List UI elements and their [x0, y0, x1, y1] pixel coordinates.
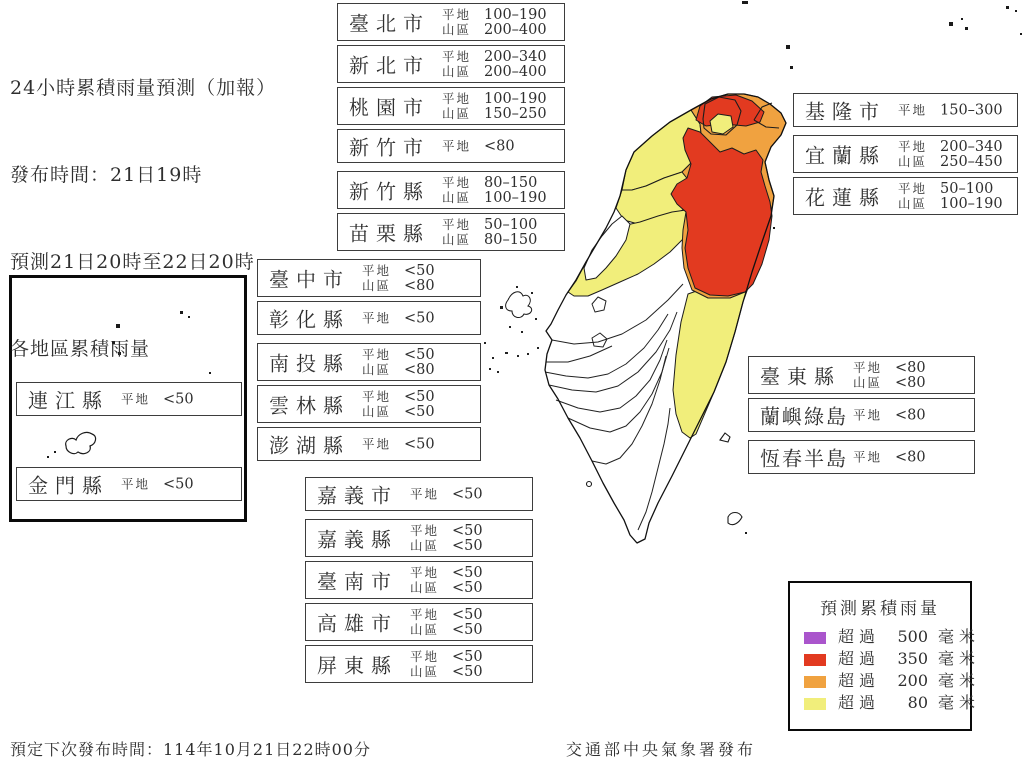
county-box	[257, 385, 481, 423]
county-box	[793, 135, 1018, 173]
county-values	[362, 310, 435, 327]
terrain-label: 平地	[410, 607, 440, 622]
rain-range: 100–190	[484, 190, 547, 206]
county-values	[442, 138, 515, 155]
county-box	[337, 171, 565, 209]
county-values	[410, 523, 483, 553]
legend-unit: 毫米	[938, 671, 981, 690]
terrain-label: 山區	[442, 22, 472, 37]
value-row	[442, 22, 547, 37]
rain-range: <80	[895, 375, 926, 391]
county-box	[748, 440, 975, 474]
county-values	[853, 449, 926, 466]
county-values	[442, 49, 547, 79]
county-box	[257, 259, 481, 297]
terrain-label: 平地	[410, 523, 440, 538]
county-box	[305, 519, 533, 557]
value-row	[410, 565, 483, 580]
rain-range: <50	[163, 391, 194, 408]
county-values	[442, 91, 547, 121]
county-name: 宜蘭縣	[805, 143, 886, 168]
terrain-label: 山區	[362, 404, 392, 419]
county-values	[121, 476, 194, 493]
terrain-label: 山區	[853, 375, 883, 390]
legend-unit: 毫米	[938, 627, 981, 646]
map-region-hualien	[673, 286, 748, 438]
value-row	[362, 310, 435, 327]
value-row	[853, 375, 926, 390]
value-row	[362, 436, 435, 453]
county-name: 臺中市	[269, 267, 350, 292]
legend-swatch-over80	[804, 698, 826, 710]
terrain-label: 山區	[442, 190, 472, 205]
county-name: 花蓮縣	[805, 185, 886, 210]
value-row	[442, 190, 547, 205]
terrain-label: 平地	[853, 449, 883, 465]
county-values	[410, 565, 483, 595]
county-values	[442, 7, 547, 37]
issue-time: 發布時間：21日19時	[10, 164, 203, 186]
county-name: 臺北市	[349, 11, 430, 36]
legend-swatch-over500	[804, 632, 826, 644]
county-values	[121, 391, 194, 408]
county-name: 恆春半島	[760, 446, 848, 471]
county-name: 新竹市	[349, 135, 430, 160]
value-row	[410, 664, 483, 679]
county-name: 蘭嶼綠島	[760, 404, 848, 429]
rain-range: <80	[484, 138, 515, 155]
legend-threshold: 500	[897, 627, 929, 646]
terrain-label: 平地	[410, 565, 440, 580]
terrain-label: 山區	[442, 232, 472, 247]
legend	[788, 581, 981, 731]
legend-unit: 毫米	[938, 693, 981, 712]
rain-range: <50	[452, 580, 483, 596]
legend-prefix: 超過	[838, 671, 881, 690]
rain-range: <80	[895, 360, 926, 376]
rain-range: <50	[404, 347, 435, 363]
rain-range: <80	[895, 407, 926, 424]
rain-range: <50	[404, 389, 435, 405]
county-name: 南投縣	[269, 351, 350, 376]
rain-range: <50	[452, 622, 483, 638]
legend-threshold: 200	[897, 671, 929, 690]
terrain-label: 平地	[898, 139, 928, 154]
county-name: 彰化縣	[269, 307, 350, 332]
county-box	[748, 398, 975, 432]
county-box	[305, 477, 533, 511]
rain-range: <50	[452, 523, 483, 539]
county-name: 臺東縣	[760, 364, 841, 389]
county-name: 新竹縣	[349, 179, 430, 204]
county-name: 臺南市	[317, 569, 398, 594]
legend-threshold: 350	[897, 649, 929, 668]
county-box	[337, 129, 565, 163]
county-values	[362, 389, 435, 419]
value-row	[442, 64, 547, 79]
rain-range: 80–150	[484, 175, 538, 191]
county-name: 高雄市	[317, 611, 398, 636]
value-row	[853, 407, 926, 424]
legend-prefix: 超過	[838, 693, 881, 712]
legend-row	[790, 626, 981, 648]
terrain-label: 平地	[121, 476, 151, 492]
county-name: 嘉義縣	[317, 527, 398, 552]
rain-range: <50	[452, 649, 483, 665]
county-name: 金門縣	[28, 473, 109, 498]
value-row	[442, 175, 547, 190]
terrain-label: 平地	[362, 436, 392, 452]
terrain-label: 山區	[362, 362, 392, 377]
county-values	[410, 607, 483, 637]
value-row	[362, 389, 435, 404]
county-box	[16, 467, 242, 501]
terrain-label: 平地	[442, 138, 472, 154]
county-values	[410, 649, 483, 679]
rain-range: <50	[452, 486, 483, 503]
value-row	[410, 580, 483, 595]
value-row	[121, 391, 194, 408]
value-row	[898, 139, 1003, 154]
value-row	[853, 360, 926, 375]
county-values	[898, 139, 1003, 169]
value-row	[442, 91, 547, 106]
legend-rows	[790, 626, 981, 714]
value-row	[410, 649, 483, 664]
title-block	[10, 16, 276, 393]
county-values	[362, 263, 435, 293]
value-row	[410, 607, 483, 622]
legend-title: 預測累積雨量	[820, 599, 940, 619]
rain-range: 50–100	[484, 217, 538, 233]
rain-range: 200–400	[484, 64, 547, 80]
value-row	[442, 232, 537, 247]
county-values	[853, 407, 926, 424]
value-row	[442, 217, 537, 232]
terrain-label: 平地	[853, 360, 883, 375]
rain-range: <50	[452, 538, 483, 554]
rain-range: <50	[404, 404, 435, 420]
value-row	[410, 622, 483, 637]
county-box	[337, 3, 565, 41]
county-box	[337, 87, 565, 125]
rain-range: 200–340	[940, 139, 1003, 155]
county-box	[257, 427, 481, 461]
value-row	[898, 181, 1003, 196]
rain-range: <80	[404, 362, 435, 378]
legend-row	[790, 670, 981, 692]
county-values	[362, 436, 435, 453]
county-box	[748, 356, 975, 394]
group-midwest-counties	[257, 259, 481, 469]
rain-range: <50	[163, 476, 194, 493]
county-values	[410, 486, 483, 503]
value-row	[362, 278, 435, 293]
county-box	[257, 343, 481, 381]
value-row	[898, 196, 1003, 211]
orchid-island	[728, 513, 742, 525]
county-values	[442, 217, 537, 247]
legend-swatch-over200	[804, 676, 826, 688]
terrain-label: 平地	[442, 49, 472, 64]
group-northeast-counties	[793, 93, 1018, 219]
issuer: 交通部中央氣象署發布	[566, 740, 757, 759]
county-values	[362, 347, 435, 377]
group-southeast-counties	[748, 356, 975, 482]
green-island	[720, 433, 730, 442]
county-box	[337, 45, 565, 83]
rain-range: 150–250	[484, 106, 547, 122]
rain-range: <50	[452, 565, 483, 581]
county-name: 桃園市	[349, 95, 430, 120]
terrain-label: 山區	[898, 196, 928, 211]
terrain-label: 平地	[362, 389, 392, 404]
terrain-label: 平地	[362, 310, 392, 326]
rain-range: 100–190	[484, 7, 547, 23]
county-name: 澎湖縣	[269, 433, 350, 458]
value-row	[898, 154, 1003, 169]
terrain-label: 平地	[362, 347, 392, 362]
county-box	[337, 213, 565, 251]
county-name: 新北市	[349, 53, 430, 78]
rain-range: <50	[404, 310, 435, 327]
terrain-label: 山區	[410, 622, 440, 637]
terrain-label: 平地	[442, 91, 472, 106]
rain-range: <80	[895, 449, 926, 466]
county-name: 苗栗縣	[349, 221, 430, 246]
rain-range: <50	[404, 436, 435, 453]
terrain-label: 平地	[898, 102, 928, 118]
rain-range: 200–400	[484, 22, 547, 38]
county-values	[853, 360, 926, 390]
value-row	[442, 106, 547, 121]
value-row	[410, 523, 483, 538]
group-south-counties	[305, 477, 533, 687]
county-name: 雲林縣	[269, 393, 350, 418]
terrain-label: 山區	[410, 664, 440, 679]
value-row	[362, 347, 435, 362]
legend-row	[790, 692, 981, 714]
rain-range: 100–190	[940, 196, 1003, 212]
terrain-label: 山區	[410, 538, 440, 553]
terrain-label: 山區	[898, 154, 928, 169]
rain-range: 100–190	[484, 91, 547, 107]
terrain-label: 平地	[410, 649, 440, 664]
legend-row	[790, 648, 981, 670]
legend-swatch-over350	[804, 654, 826, 666]
value-row	[410, 538, 483, 553]
terrain-label: 平地	[442, 175, 472, 190]
terrain-label: 山區	[442, 64, 472, 79]
county-name: 嘉義市	[317, 483, 398, 508]
penghu-islands	[506, 292, 532, 318]
group-north-counties	[337, 3, 565, 255]
terrain-label: 平地	[442, 217, 472, 232]
value-row	[362, 263, 435, 278]
rain-range: <50	[452, 664, 483, 680]
forecast-window: 預測21日20時至22日20時	[10, 251, 255, 273]
liuqiu-island	[587, 482, 592, 487]
terrain-label: 平地	[362, 263, 392, 278]
rain-range: <80	[404, 278, 435, 294]
county-box	[305, 561, 533, 599]
terrain-label: 平地	[442, 7, 472, 22]
county-name: 基隆市	[805, 99, 886, 124]
next-release-time: 預定下次發布時間：114年10月21日22時00分	[10, 740, 371, 759]
rain-range: 150–300	[940, 102, 1003, 119]
value-row	[442, 49, 547, 64]
county-box	[793, 93, 1018, 127]
legend-unit: 毫米	[938, 649, 981, 668]
value-row	[362, 362, 435, 377]
terrain-label: 山區	[410, 580, 440, 595]
county-values	[442, 175, 547, 205]
value-row	[362, 404, 435, 419]
value-row	[853, 449, 926, 466]
terrain-label: 平地	[853, 407, 883, 423]
legend-prefix: 超過	[838, 649, 881, 668]
rain-range: 200–340	[484, 49, 547, 65]
legend-threshold: 80	[907, 693, 929, 712]
rain-range: <50	[404, 263, 435, 279]
county-box	[305, 645, 533, 683]
county-box	[305, 603, 533, 641]
terrain-label: 平地	[410, 486, 440, 502]
terrain-label: 山區	[442, 106, 472, 121]
subtitle: 各地區累積雨量	[10, 338, 151, 360]
county-box	[257, 301, 481, 335]
terrain-label: 山區	[362, 278, 392, 293]
value-row	[410, 486, 483, 503]
page-title: 24小時累積雨量預測（加報）	[10, 77, 277, 99]
rain-range: 50–100	[940, 181, 994, 197]
value-row	[121, 476, 194, 493]
rain-range: <50	[452, 607, 483, 623]
value-row	[898, 102, 1003, 119]
terrain-label: 平地	[898, 181, 928, 196]
county-name: 屏東縣	[317, 653, 398, 678]
rain-range: 250–450	[940, 154, 1003, 170]
legend-prefix: 超過	[838, 627, 881, 646]
value-row	[442, 138, 515, 155]
terrain-label: 平地	[121, 391, 151, 407]
county-name: 連江縣	[28, 388, 109, 413]
county-values	[898, 181, 1003, 211]
rain-range: 80–150	[484, 232, 538, 248]
county-box	[793, 177, 1018, 215]
value-row	[442, 7, 547, 22]
county-values	[898, 102, 1003, 119]
